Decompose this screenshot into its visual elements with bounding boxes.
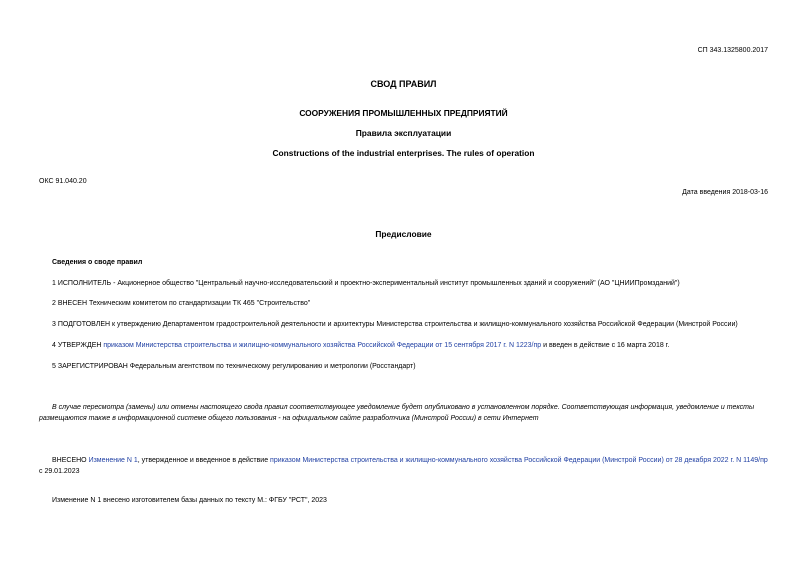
notice-paragraph: В случае пересмотра (замены) или отмены настоящего свода правил соответствующее уведомление будет опубликовано в установленном порядке. Соответствующая информация, уведомление и тексты размещаются также в информационной системе общего пользования - на официальном сайте разработчика (Минстрой России) в сети Интернет [39,404,755,423]
footer-note: Изменение N 1 внесено изготовителем базы данных по тексту М.: ФГБУ "РСТ", 2023 [52,497,327,504]
item-approved [52,341,770,350]
subtitle-russian: СООРУЖЕНИЯ ПРОМЫШЛЕННЫХ ПРЕДПРИЯТИЙ [299,108,508,118]
item-registered: 5 ЗАРЕГИСТРИРОВАН Федеральным агентством по техническому регулированию и метрологии (Росстандарт) [52,363,416,370]
amendment-order-link[interactable]: приказом Министерства строительства и жилищно-коммунального хозяйства Российской Федерации (Минстрой России) от 28 декабря 2022 г. N 1149/пр [270,457,768,464]
amendment-paragraph [39,455,770,477]
subtitle-english: Constructions of the industrial enterprises. The rules of operation [272,148,535,158]
item-approved-suffix: и введен в действие с 16 марта 2018 г. [541,342,670,349]
info-heading: Сведения о своде правил [52,259,143,266]
amendment-link[interactable]: Изменение N 1 [88,457,138,464]
item-submitted: 2 ВНЕСЕН Техническим комитетом по стандартизации ТК 465 "Строительство" [52,300,311,307]
approval-order-link[interactable]: приказом Министерства строительства и жилищно-коммунального хозяйства Российской Федерации от 15 сентября 2017 г. N 1223/пр [103,342,542,349]
subtitle-rules: Правила эксплуатации [355,128,452,138]
amendment-suffix: с 29.01.2023 [39,468,80,476]
amendment-prefix: ВНЕСЕНО [52,457,89,464]
item-executor: 1 ИСПОЛНИТЕЛЬ - Акционерное общество "Центральный научно-исследовательский и проектно-экспериментальный институт промышленных зданий и сооружений" (АО "ЦНИИПромзданий") [52,280,680,287]
document-title: СВОД ПРАВИЛ [370,79,437,89]
preface-heading: Предисловие [375,229,432,239]
introduction-date: Дата введения 2018-03-16 [682,189,768,196]
document-code: СП 343.1325800.2017 [697,47,768,54]
oks-code: ОКС 91.040.20 [39,178,87,185]
item-prepared: 3 ПОДГОТОВЛЕН к утверждению Департаментом градостроительной деятельности и архитектуры Министерства строительства и жилищно-коммунального хозяйства Российской Федерации (Минстрой России) [52,321,738,328]
amendment-middle: , утвержденное и введенное в действие [137,457,271,464]
item-approved-prefix: 4 УТВЕРЖДЕН [52,342,104,349]
